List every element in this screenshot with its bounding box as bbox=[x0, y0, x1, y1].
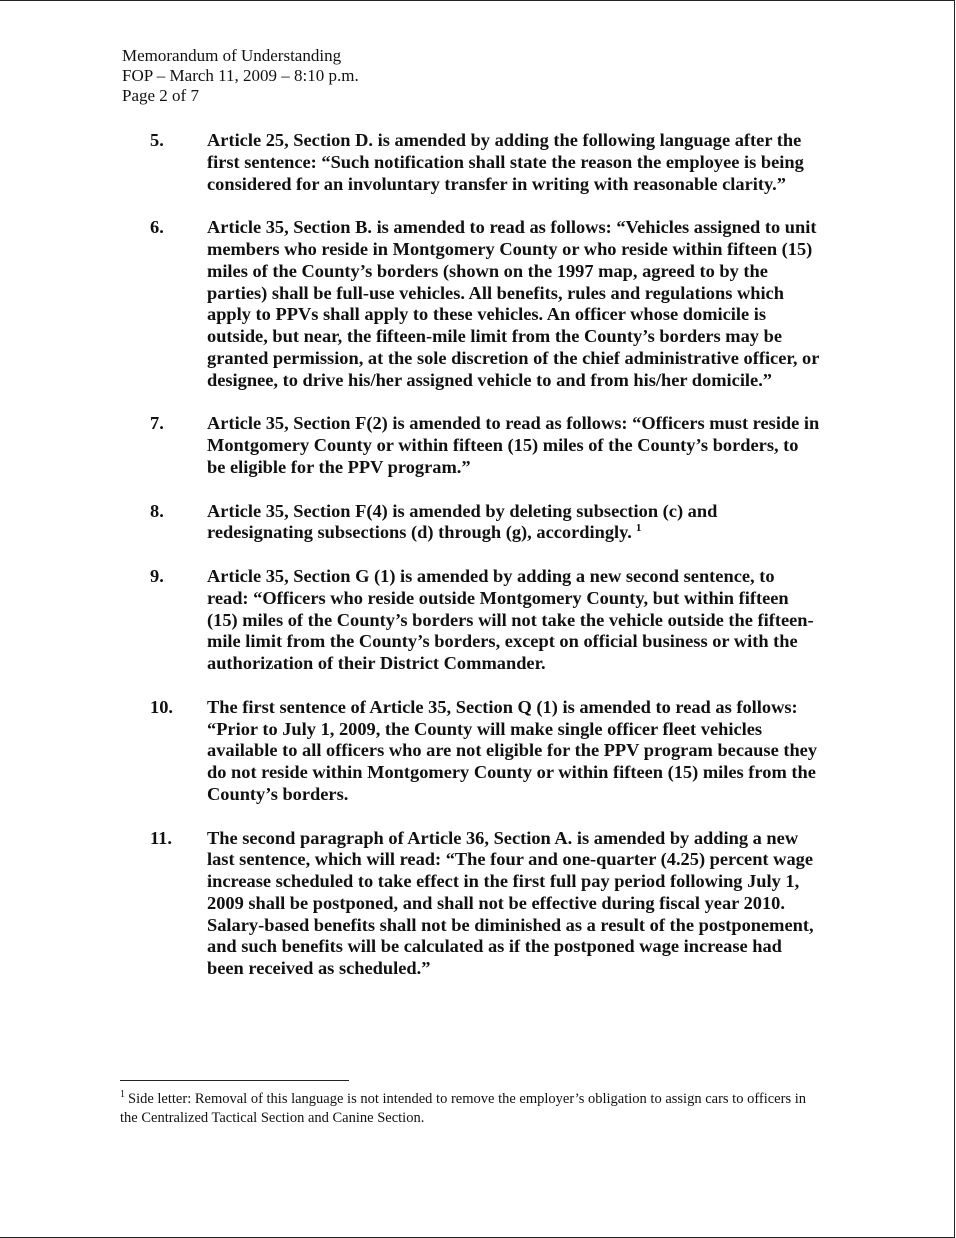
item-number: 6. bbox=[150, 217, 164, 238]
item-text: Article 35, Section G (1) is amended by adding a new second sentence, to read: “Officers who reside outside Montgomery County, but within fifteen (15) miles of the County’s borders will not take the vehicle outside the fifteen-mile limit from the County’s borders, except on official business or with the authorization of their District Commander. bbox=[207, 565, 814, 674]
item-number: 10. bbox=[150, 696, 173, 717]
header-title: Memorandum of Understanding bbox=[122, 46, 342, 65]
header-date: FOP – March 11, 2009 – 8:10 p.m. bbox=[122, 66, 359, 85]
document-header bbox=[122, 46, 359, 106]
amendment-list bbox=[150, 130, 820, 1002]
item-text: Article 35, Section F(4) is amended by deleting subsection (c) and redesignating subsections (d) through (g), accordingly. bbox=[207, 500, 718, 543]
footnote-divider bbox=[120, 1080, 349, 1081]
item-number: 8. bbox=[150, 500, 164, 521]
item-number: 9. bbox=[150, 565, 164, 586]
item-text: Article 25, Section D. is amended by adding the following language after the first sentence: “Such notification shall state the reason the employee is being considered for an involuntary transfer in writing with reasonable clarity.” bbox=[207, 130, 804, 194]
list-item bbox=[150, 828, 820, 981]
item-text: The second paragraph of Article 36, Section A. is amended by adding a new last sentence, which will read: “The four and one-quarter (4.25) percent wage increase scheduled to take effect in the first full pay period following July 1, 2009 shall be postponed, and shall not be effective during fiscal year 2010. Salary-based benefits shall not be diminished as a result of the postponement, and such benefits will be calculated as if the postponed wage increase had been received as scheduled.” bbox=[207, 827, 814, 979]
footnote bbox=[120, 1090, 810, 1128]
list-item bbox=[150, 697, 820, 806]
item-number: 11. bbox=[150, 827, 172, 848]
item-number: 7. bbox=[150, 413, 164, 434]
footnote-marker: 1 bbox=[120, 1089, 125, 1101]
footnote-reference[interactable]: 1 bbox=[635, 522, 642, 535]
list-item bbox=[150, 413, 820, 478]
item-number: 5. bbox=[150, 130, 164, 150]
page-number: Page 2 of 7 bbox=[122, 86, 199, 105]
footnote-text: Side letter: Removal of this language is not intended to remove the employer’s obligation to assign cars to officers in the Centralized Tactical Section and Canine Section. bbox=[120, 1091, 806, 1126]
item-text: The first sentence of Article 35, Section Q (1) is amended to read as follows: “Prior to July 1, 2009, the County will make single officer fleet vehicles available to all officers who are not eligible for the PPV program because they do not reside within Montgomery County or within fifteen (15) miles from the County’s borders. bbox=[207, 696, 818, 804]
list-item bbox=[150, 130, 820, 195]
list-item bbox=[150, 566, 820, 675]
item-text-with-footnote bbox=[207, 501, 820, 545]
item-text: Article 35, Section F(2) is amended to read as follows: “Officers must reside in Montgomery County or within fifteen (15) miles of the County’s borders, to be eligible for the PPV program.” bbox=[207, 413, 820, 477]
item-text: Article 35, Section B. is amended to read as follows: “Vehicles assigned to unit members who reside in Montgomery County or who reside within fifteen (15) miles of the County’s borders (shown on the 1997 map, agreed to by the parties) shall be full-use vehicles. All benefits, rules and regulations which apply to PPVs shall apply to these vehicles. An officer whose domicile is outside, but near, the fifteen-mile limit from the County’s borders may be granted permission, at the sole discretion of the chief administrative officer, or designee, to drive his/her assigned vehicle to and from his/her domicile.” bbox=[207, 217, 820, 390]
list-item bbox=[150, 217, 820, 391]
list-item bbox=[150, 501, 820, 545]
